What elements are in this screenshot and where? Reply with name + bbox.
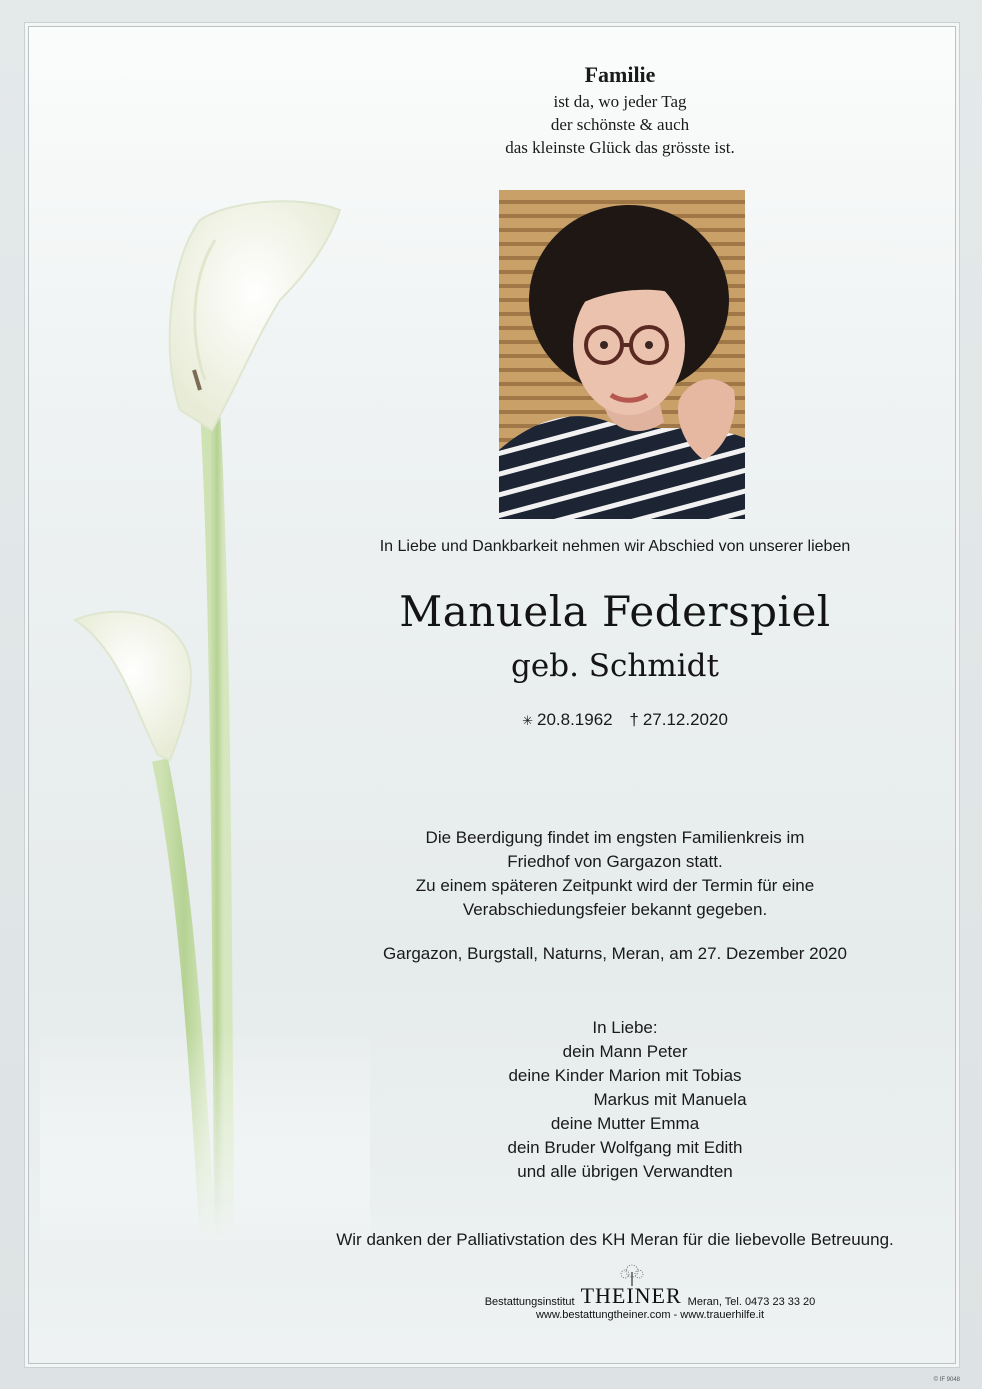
maiden-name: geb. Schmidt xyxy=(511,648,719,684)
footer-web: www.bestattungtheiner.com - www.trauerhilfe.it xyxy=(535,1309,765,1321)
death-date-value: 27.12.2020 xyxy=(642,710,728,729)
footer-brand: THEINER xyxy=(580,1283,682,1308)
life-dates xyxy=(440,710,810,730)
funeral-line: Zu einem späteren Zeitpunkt wird der Termin für eine xyxy=(415,876,815,895)
mourners-line: dein Bruder Wolfgang mit Edith xyxy=(507,1138,743,1157)
poem-title: Familie xyxy=(584,62,656,87)
funeral-line: Die Beerdigung findet im engsten Familienkreis im xyxy=(425,828,805,847)
funeral-home-logo xyxy=(581,1284,682,1308)
mourners-line: und alle übrigen Verwandten xyxy=(517,1162,733,1181)
footer-contact: Meran, Tel. 0473 23 33 20 xyxy=(687,1296,816,1308)
thanks-text: Wir danken der Palliativstation des KH Meran für die liebevolle Betreuung. xyxy=(336,1230,894,1249)
mourners-line: Markus mit Manuela xyxy=(593,1090,747,1109)
mourners-line: deine Kinder Marion mit Tobias xyxy=(508,1066,742,1085)
birth-symbol: ✳ xyxy=(522,713,533,728)
poem-line: ist da, wo jeder Tag xyxy=(553,92,687,111)
mourners-line: deine Mutter Emma xyxy=(550,1114,700,1133)
template-code: © IF 9048 xyxy=(933,1377,960,1383)
tree-logo-icon xyxy=(611,1264,653,1286)
portrait-image xyxy=(499,190,745,519)
birth-date-value: 20.8.1962 xyxy=(536,710,613,729)
calla-lily-illustration xyxy=(40,180,370,1240)
intro-text: In Liebe und Dankbarkeit nehmen wir Abschied von unserer lieben xyxy=(379,538,851,555)
deceased-name: Manuela Federspiel xyxy=(399,587,831,636)
funeral-line: Friedhof von Gargazon statt. xyxy=(507,852,723,871)
footer-institute: Bestattungsinstitut xyxy=(484,1296,575,1308)
funeral-line: Verabschiedungsfeier bekannt gegeben. xyxy=(462,900,768,919)
poem xyxy=(440,60,800,159)
portrait-photo xyxy=(499,190,745,519)
funeral-home-footer xyxy=(430,1284,870,1321)
mourners-line: dein Mann Peter xyxy=(562,1042,688,1061)
birth-date xyxy=(522,710,613,729)
funeral-notice xyxy=(330,826,900,922)
death-date xyxy=(629,710,728,729)
place-date: Gargazon, Burgstall, Naturns, Meran, am 27. Dezember 2020 xyxy=(383,944,847,963)
poem-line: das kleinste Glück das grösste ist. xyxy=(505,138,735,157)
death-symbol: † xyxy=(629,710,639,729)
mourners-list xyxy=(440,1016,810,1184)
mourners-line: In Liebe: xyxy=(592,1018,658,1037)
poem-line: der schönste & auch xyxy=(550,115,690,134)
